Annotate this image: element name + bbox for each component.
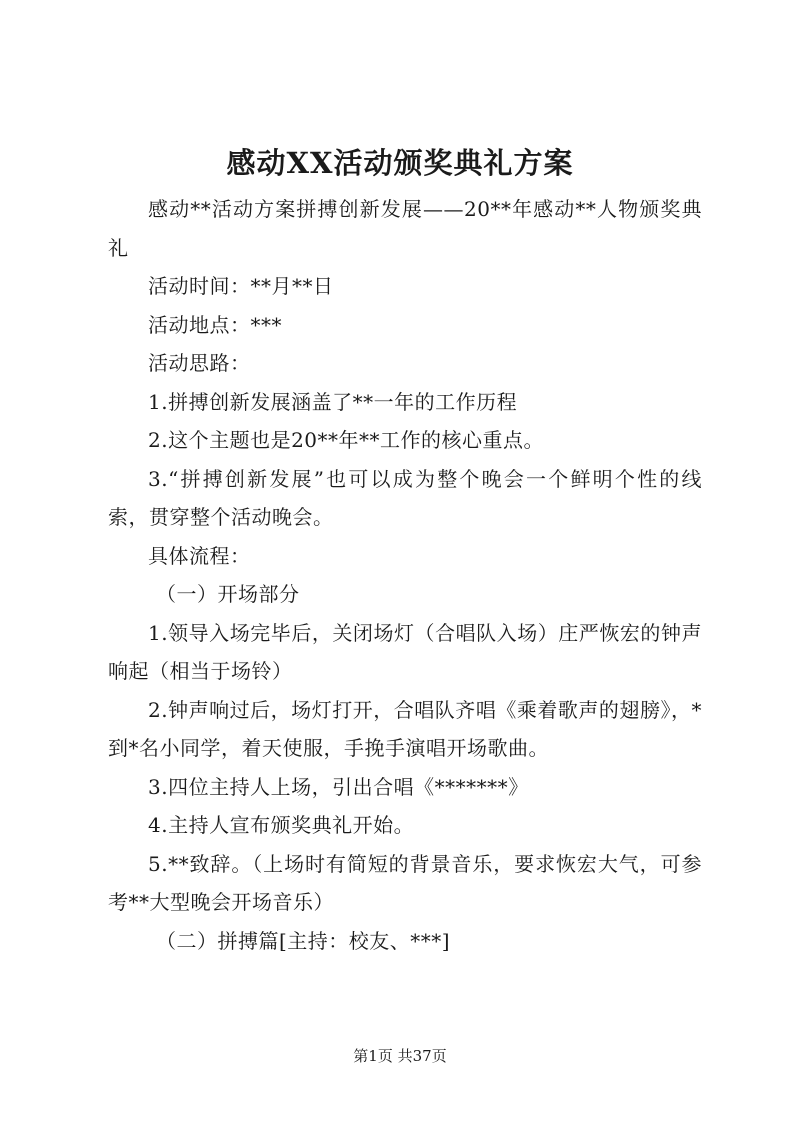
paragraph-concept-2: 2.这个主题也是20**年**工作的核心重点。 <box>148 428 545 452</box>
paragraph-concept-3: 3.“拼搏创新发展”也可以成为整个晚会一个鲜明个性的线索，贯穿整个活动晚会。 <box>108 466 702 529</box>
paragraph-process-heading: 具体流程： <box>148 543 251 568</box>
paragraph-opening-4: 4.主持人宣布颁奖典礼开始。 <box>148 813 415 837</box>
page-number-footer: 第1页 共37页 <box>353 1047 447 1065</box>
paragraph-opening-5: 5.**致辞。（上场时有简短的背景音乐，要求恢宏大气，可参考**大型晚会开场音乐） <box>108 851 702 914</box>
paragraph-opening-1: 1.领导入场完毕后，关闭场灯（合唱队入场）庄严恢宏的钟声响起（相当于场铃） <box>108 620 702 683</box>
paragraph-opening-3: 3.四位主持人上场，引出合唱《*******》 <box>148 774 529 799</box>
paragraph-event-title: 感动**活动方案拼搏创新发展——20**年感动**人物颁奖典礼 <box>108 197 702 260</box>
paragraph-concept-1: 1.拼搏创新发展涵盖了**一年的工作历程 <box>148 389 518 414</box>
document-body <box>108 190 702 960</box>
section-heading-striving: （二）拼搏篇[主持：校友、***] <box>156 928 451 953</box>
paragraph-opening-2: 2.钟声响过后，场灯打开，合唱队齐唱《乘着歌声的翅膀》，*到*名小同学，着天使服，手挽手演唱开场歌曲。 <box>108 697 702 760</box>
paragraph-event-concept-heading: 活动思路： <box>148 351 251 375</box>
document-title: 感动XX活动颁奖典礼方案 <box>226 146 574 180</box>
paragraph-event-time: 活动时间：**月**日 <box>148 274 334 298</box>
section-heading-opening: （一）开场部分 <box>156 582 300 606</box>
paragraph-event-location: 活动地点：*** <box>148 312 282 337</box>
